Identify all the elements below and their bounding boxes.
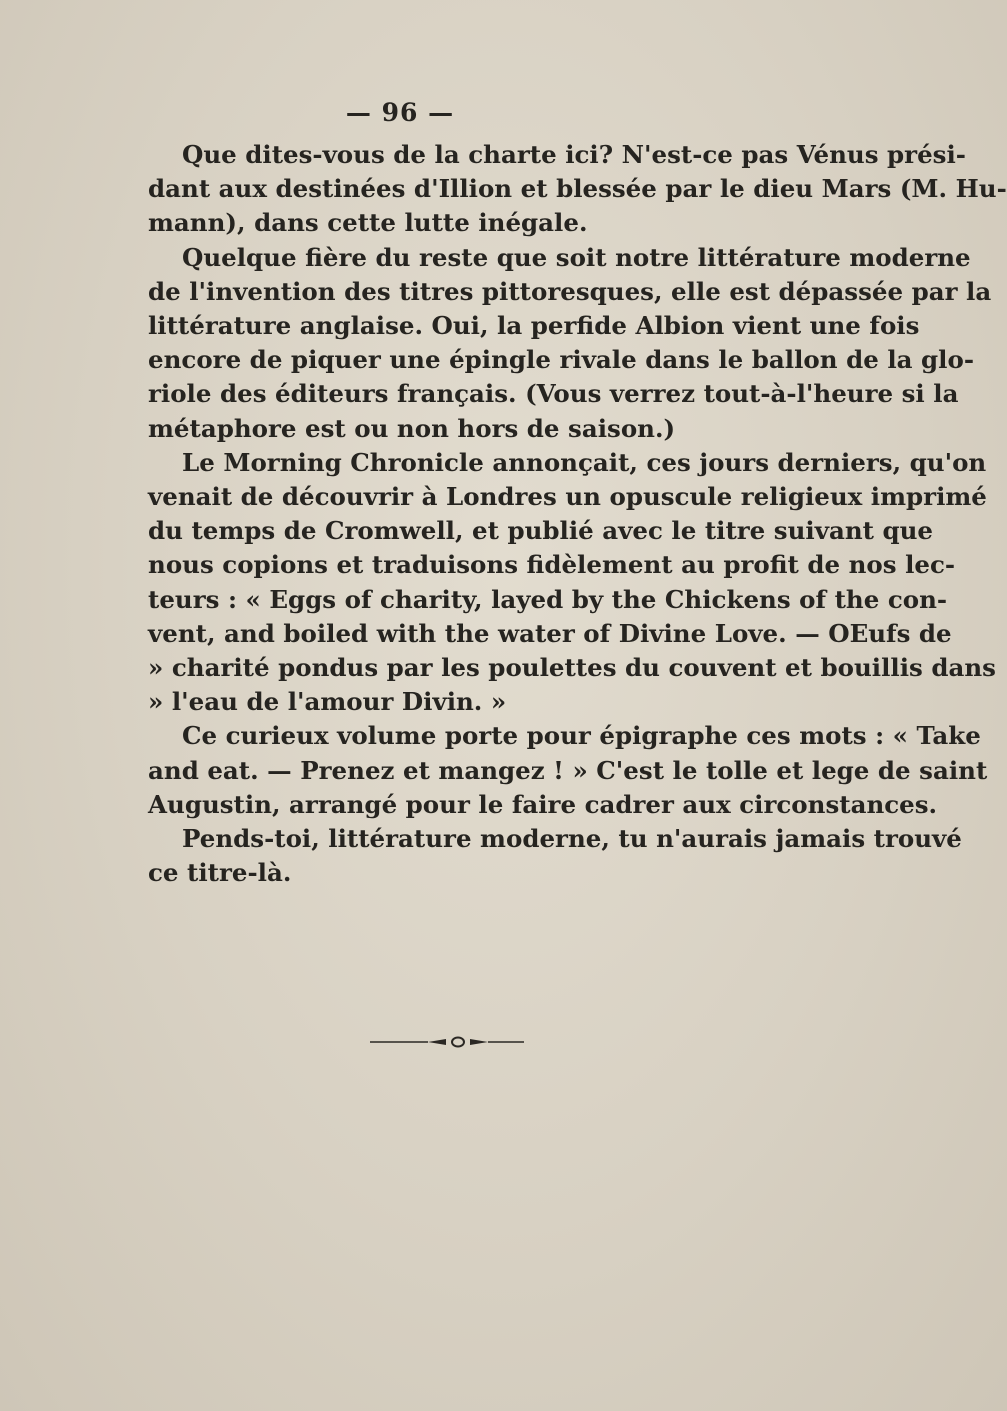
text-line: » charité pondus par les poulettes du couvent et bouillis dans [148,653,996,683]
page-number: — 96 — [345,98,455,127]
text-line: de l'invention des titres pittoresques, elle est dépassée par la [148,276,992,306]
text-line: Ce curieux volume porte pour épigraphe ces mots : « Take [182,721,981,751]
text-line: nous copions et traduisons fidèlement au profit de nos lec- [148,550,956,580]
body-text [148,138,1007,890]
text-line: Augustin, arrangé pour le faire cadrer aux circonstances. [148,789,938,819]
text-line: venait de découvrir à Londres un opuscule religieux imprimé [148,482,987,512]
section-divider-rule-icon [368,1036,526,1048]
text-line: Le Morning Chronicle annonçait, ces jours derniers, qu'on [182,447,987,477]
text-line: encore de piquer une épingle rivale dans le ballon de la glo- [148,345,975,375]
text-line: Que dites-vous de la charte ici? N'est-ce pas Vénus prési- [182,140,966,169]
text-line: » l'eau de l'amour Divin. » [148,687,507,717]
text-line: mann), dans cette lutte inégale. [148,208,588,238]
text-line: riole des éditeurs français. (Vous verrez tout-à-l'heure si la [148,379,959,409]
text-line: littérature anglaise. Oui, la perfide Albion vient une fois [148,311,920,341]
text-line: teurs : « Eggs of charity, layed by the Chickens of the con- [148,584,948,614]
text-line: dant aux destinées d'Illion et blessée par le dieu Mars (M. Hu- [148,174,1007,204]
text-line: and eat. — Prenez et mangez ! » C'est le tolle et lege de saint [148,755,988,785]
text-line: du temps de Cromwell, et publié avec le titre suivant que [148,516,934,546]
text-line: ce titre-là. [148,858,292,888]
text-line: Quelque fière du reste que soit notre littérature moderne [182,242,971,272]
text-line: vent, and boiled with the water of Divine Love. — OEufs de [148,618,952,648]
text-line: Pends-toi, littérature moderne, tu n'aurais jamais trouvé [182,824,962,854]
text-line: métaphore est ou non hors de saison.) [148,413,676,443]
